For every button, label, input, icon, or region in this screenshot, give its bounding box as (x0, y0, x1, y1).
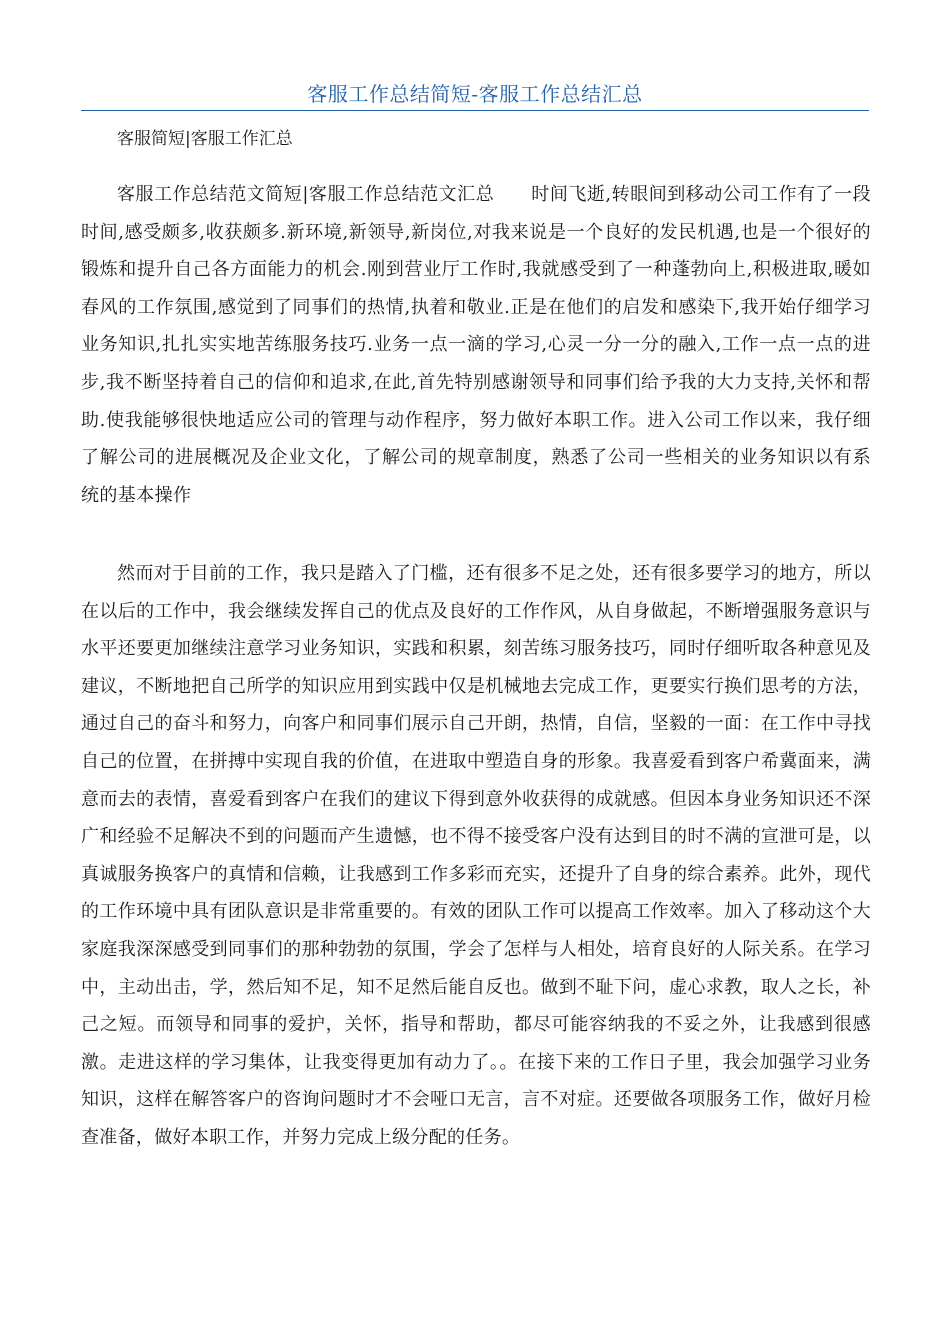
body-paragraph-1: 客服工作总结范文简短|客服工作总结范文汇总 时间飞逝,转眼间到移动公司工作有了一段时间,感受颇多,收获颇多.新环境,新领导,新岗位,对我来说是一个良好的发民机遇,也是一个很好的锻炼和提升自己各方面能力的机会.刚到营业厅工作时,我就感受到了一种蓬勃向上,积极进取,暖如春风的工作氛围,感觉到了同事们的热情,执着和敬业.正是在他们的启发和感染下,我开始仔细学习业务知识,扎扎实实地苦练服务技巧.业务一点一滴的学习,心灵一分一分的融入,工作一点一点的进步,我不断坚持着自己的信仰和追求,在此,首先特别感谢领导和同事们给予我的大力支持,关怀和帮助.使我能够很快地适应公司的管理与动作程序，努力做好本职工作。进入公司工作以来，我仔细了解公司的进展概况及企业文化，了解公司的规章制度，熟悉了公司一些相关的业务知识以有系统的基本操作 (81, 184, 871, 506)
page-header (81, 80, 869, 111)
body-paragraph-2: 然而对于目前的工作，我只是踏入了门槛，还有很多不足之处，还有很多要学习的地方，所以在以后的工作中，我会继续发挥自己的优点及良好的工作作风，从自身做起，不断增强服务意识与水平还要更加继续注意学习业务知识，实践和积累，刻苦练习服务技巧，同时仔细听取各种意见及建议，不断地把自己所学的知识应用到实践中仅是机械地去完成工作，更要实行换们思考的方法，通过自己的奋斗和努力，向客户和同事们展示自己开朗，热情，自信，坚毅的一面：在工作中寻找自己的位置，在拼搏中实现自我的价值，在进取中塑造自身的形象。我喜爱看到客户希冀面来，满意而去的表情，喜爱看到客户在我们的建议下得到意外收获得的成就感。但因本身业务知识还不深广和经验不足解决不到的问题而产生遗憾，也不得不接受客户没有达到目的时不满的宣泄可是，以真诚服务换客户的真情和信赖，让我感到工作多彩而充实，还提升了自身的综合素养。此外，现代的工作环境中具有团队意识是非常重要的。有效的团队工作可以提高工作效率。加入了移动这个大家庭我深深感受到同事们的那种勃勃的氛围，学会了怎样与人相处，培育良好的人际关系。在学习中，主动出击，学，然后知不足，知不足然后能自反也。做到不耻下问，虚心求教，取人之长，补己之短。而领导和同事的爱护，关怀，指导和帮助，都尽可能容纳我的不妥之外，让我感到很感激。走进这样的学习集体，让我变得更加有动力了。。在接下来的工作日子里，我会加强学习业务知识，这样在解答客户的咨询问题时才不会哑口无言，言不对症。还要做各项服务工作，做好月检查准备，做好本职工作，并努力完成上级分配的任务。 (81, 563, 871, 1148)
document-subtitle: 客服简短|客服工作汇总 (117, 129, 293, 149)
header-title: 客服工作总结简短-客服工作总结汇总 (307, 82, 643, 106)
